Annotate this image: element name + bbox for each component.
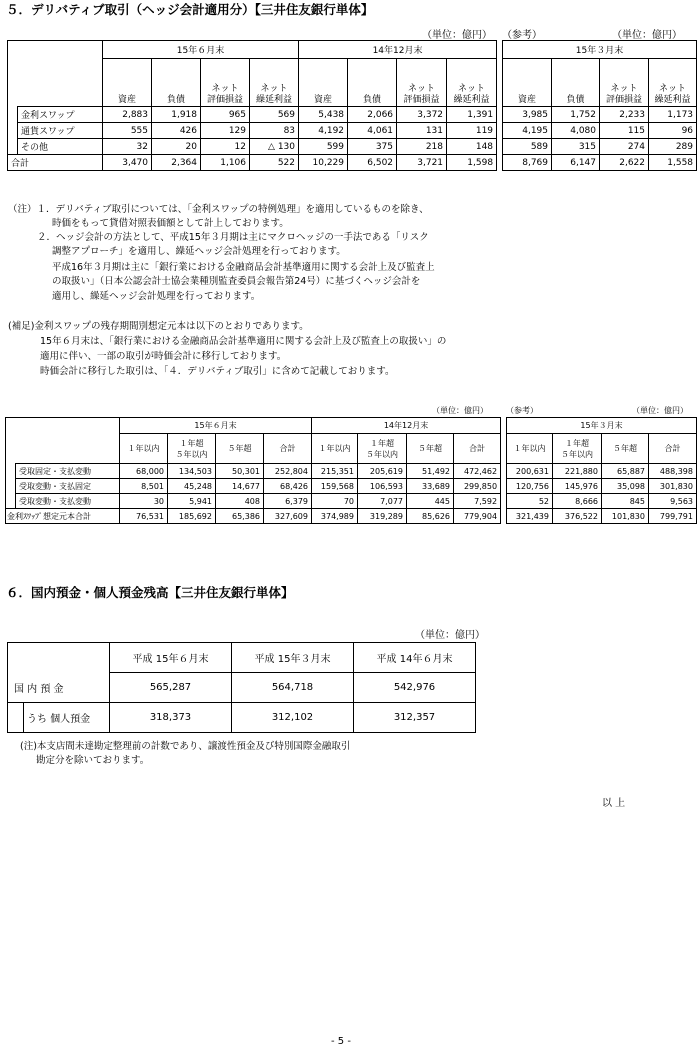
- supplement-line: 15年６月末は、「銀行業における金融商品会計基準適用に関する会計上及び監査上の取扱い」の: [40, 336, 447, 347]
- col-header: 合計: [264, 434, 312, 464]
- cell: 51,492: [407, 464, 454, 479]
- note-line: 適用し、繰延ヘッジ会計処理を行っております。: [52, 291, 261, 302]
- cell: 35,098: [602, 479, 649, 494]
- swap-table-ref: [506, 417, 697, 524]
- cell: 1,558: [649, 155, 697, 171]
- table-row: [8, 107, 497, 123]
- row-label: その他: [18, 139, 103, 155]
- cell: 215,351: [312, 464, 358, 479]
- total-row: [507, 509, 697, 524]
- cell: 6,502: [348, 155, 397, 171]
- row-label: 受取固定・支払変動: [16, 464, 120, 479]
- table-row: [503, 139, 697, 155]
- cell: 218: [397, 139, 447, 155]
- cell: 65,386: [216, 509, 264, 524]
- col-header: １年以内: [120, 434, 168, 464]
- col-header: 合計: [454, 434, 501, 464]
- cell: 3,985: [503, 107, 552, 123]
- cell: 426: [152, 123, 201, 139]
- cell: 252,804: [264, 464, 312, 479]
- cell: 159,568: [312, 479, 358, 494]
- cell: 1,598: [447, 155, 497, 171]
- cell: 289: [649, 139, 697, 155]
- col-header: 平成 15年３月末: [232, 643, 354, 673]
- note-line: ２．ヘッジ会計の方法として、平成15年３月期は主にマクロヘッジの一手法である「リスク: [37, 232, 429, 243]
- cell: 221,880: [553, 464, 602, 479]
- cell: 8,666: [553, 494, 602, 509]
- section5-title: ５．デリバティブ取引（ヘッジ会計適用分）【三井住友銀行単体】: [6, 2, 374, 17]
- section5-unit: （単位：億円）: [422, 30, 492, 41]
- cell: 3,372: [397, 107, 447, 123]
- cell: △ 130: [250, 139, 299, 155]
- deposit-note: (注)本支店間未達勘定整理前の計数であり、譲渡性預金及び特別国際金融取引: [20, 741, 351, 752]
- col-header: 平成 15年６月末: [110, 643, 232, 673]
- row-label: 受取変動・支払固定: [16, 479, 120, 494]
- cell: 408: [216, 494, 264, 509]
- section6-title: ６．国内預金・個人預金残高【三井住友銀行単体】: [6, 585, 294, 600]
- cell: 7,592: [454, 494, 501, 509]
- corner-cell: [6, 418, 120, 464]
- cell: 148: [447, 139, 497, 155]
- cell: 4,061: [348, 123, 397, 139]
- cell: 374,989: [312, 509, 358, 524]
- col-header: ネット 評価損益: [600, 59, 649, 107]
- cell: 145,976: [553, 479, 602, 494]
- col-header: 資産: [299, 59, 348, 107]
- cell: 12: [201, 139, 250, 155]
- table-row: [6, 479, 501, 494]
- cell: 799,791: [649, 509, 697, 524]
- cell: 8,769: [503, 155, 552, 171]
- cell: 134,503: [168, 464, 216, 479]
- row-label: 国 内 預 金: [8, 673, 110, 703]
- cell: 472,462: [454, 464, 501, 479]
- cell: 14,677: [216, 479, 264, 494]
- deposit-table: [7, 642, 476, 733]
- table-row: [8, 703, 476, 733]
- section5-ref-unit: （単位：億円）: [612, 30, 682, 41]
- col-header: 負債: [348, 59, 397, 107]
- cell: 32: [103, 139, 152, 155]
- cell: 65,887: [602, 464, 649, 479]
- cell: 83: [250, 123, 299, 139]
- cell: 20: [152, 139, 201, 155]
- cell: 274: [600, 139, 649, 155]
- row-label: 金利ｽﾜｯﾌﾟ想定元本合計: [6, 509, 120, 524]
- cell: 965: [201, 107, 250, 123]
- cell: 115: [600, 123, 649, 139]
- col-header: ５年超: [407, 434, 454, 464]
- cell: 2,364: [152, 155, 201, 171]
- cell: 5,941: [168, 494, 216, 509]
- table-row: [503, 107, 697, 123]
- table-row: [8, 123, 497, 139]
- cell: 6,147: [552, 155, 600, 171]
- corner-cell: [8, 41, 103, 107]
- cell: 2,066: [348, 107, 397, 123]
- cell: 8,501: [120, 479, 168, 494]
- cell: 68,426: [264, 479, 312, 494]
- derivative-table-ref: [502, 40, 697, 171]
- col-header: ネット 繰延利益: [447, 59, 497, 107]
- total-row: [8, 155, 497, 171]
- row-label: 通貨スワップ: [18, 123, 103, 139]
- cell: 564,718: [232, 673, 354, 703]
- table-row: [6, 494, 501, 509]
- cell: 315: [552, 139, 600, 155]
- col-header: ５年超: [602, 434, 649, 464]
- table-row: [6, 464, 501, 479]
- swap-ref-label: （参考）: [506, 406, 538, 415]
- cell: 45,248: [168, 479, 216, 494]
- table-row: [507, 464, 697, 479]
- cell: 1,106: [201, 155, 250, 171]
- cell: 488,398: [649, 464, 697, 479]
- cell: 1,918: [152, 107, 201, 123]
- cell: 5,438: [299, 107, 348, 123]
- cell: 1,391: [447, 107, 497, 123]
- cell: 599: [299, 139, 348, 155]
- supplement-line: (補足)金利スワップの残存期間別想定元本は以下のとおりであります。: [8, 321, 309, 332]
- cell: 312,357: [354, 703, 476, 733]
- col-header: 負債: [552, 59, 600, 107]
- cell: 106,593: [358, 479, 407, 494]
- cell: 321,439: [507, 509, 553, 524]
- cell: 85,626: [407, 509, 454, 524]
- col-header: 負債: [152, 59, 201, 107]
- col-header: 資産: [503, 59, 552, 107]
- cell: 327,609: [264, 509, 312, 524]
- page-number: - 5 -: [331, 1036, 351, 1047]
- cell: 318,373: [110, 703, 232, 733]
- cell: 3,721: [397, 155, 447, 171]
- col-header: １年超 ５年以内: [168, 434, 216, 464]
- cell: 375: [348, 139, 397, 155]
- cell: 542,976: [354, 673, 476, 703]
- table-row: [507, 479, 697, 494]
- col-header: １年超 ５年以内: [358, 434, 407, 464]
- cell: 119: [447, 123, 497, 139]
- cell: 33,689: [407, 479, 454, 494]
- period-header: 15年６月末: [103, 41, 299, 59]
- cell: 301,830: [649, 479, 697, 494]
- period-header: 14年12月末: [299, 41, 497, 59]
- cell: 70: [312, 494, 358, 509]
- col-header: 平成 14年６月末: [354, 643, 476, 673]
- cell: 4,195: [503, 123, 552, 139]
- swap-table-main: [5, 417, 501, 524]
- closing-text: 以 上: [602, 798, 626, 809]
- row-label: 金利スワップ: [18, 107, 103, 123]
- note-line: 調整アプローチ」を適用し、繰延ヘッジ会計処理を行っております。: [52, 246, 346, 257]
- cell: 4,192: [299, 123, 348, 139]
- cell: 2,622: [600, 155, 649, 171]
- cell: 131: [397, 123, 447, 139]
- col-header: １年以内: [507, 434, 553, 464]
- cell: 4,080: [552, 123, 600, 139]
- cell: 7,077: [358, 494, 407, 509]
- cell: 52: [507, 494, 553, 509]
- section5-ref-label: （参考）: [502, 30, 542, 41]
- note-line: の取扱い」（日本公認会計士協会業種別監査委員会報告第24号）に基づくヘッジ会計を: [52, 276, 421, 287]
- col-header: ネット 繰延利益: [250, 59, 299, 107]
- derivative-table-main: [7, 40, 497, 171]
- cell: 555: [103, 123, 152, 139]
- col-header: ネット 評価損益: [397, 59, 447, 107]
- cell: 319,289: [358, 509, 407, 524]
- table-row: [503, 123, 697, 139]
- cell: 76,531: [120, 509, 168, 524]
- cell: 1,752: [552, 107, 600, 123]
- supplement-line: 適用に伴い、一部の取引が時価会計に移行しております。: [40, 351, 287, 362]
- total-row: [6, 509, 501, 524]
- cell: 9,563: [649, 494, 697, 509]
- cell: 845: [602, 494, 649, 509]
- cell: 569: [250, 107, 299, 123]
- cell: 30: [120, 494, 168, 509]
- col-header: 合計: [649, 434, 697, 464]
- col-header: １年超 ５年以内: [553, 434, 602, 464]
- cell: 2,233: [600, 107, 649, 123]
- period-header: 15年３月末: [503, 41, 697, 59]
- table-row: [8, 139, 497, 155]
- total-row: [503, 155, 697, 171]
- swap-unit: （単位：億円）: [432, 406, 488, 415]
- cell: 2,883: [103, 107, 152, 123]
- cell: 6,379: [264, 494, 312, 509]
- deposit-note: 勘定分を除いております。: [36, 755, 150, 766]
- cell: 200,631: [507, 464, 553, 479]
- cell: 50,301: [216, 464, 264, 479]
- col-header: ネット 繰延利益: [649, 59, 697, 107]
- cell: 565,287: [110, 673, 232, 703]
- col-header: ５年超: [216, 434, 264, 464]
- cell: 312,102: [232, 703, 354, 733]
- cell: 120,756: [507, 479, 553, 494]
- table-row: [8, 673, 476, 703]
- cell: 1,173: [649, 107, 697, 123]
- period-header: 15年３月末: [507, 418, 697, 434]
- cell: 299,850: [454, 479, 501, 494]
- note-line: 平成16年３月期は主に「銀行業における金融商品会計基準適用に関する会計上及び監査上: [52, 262, 435, 273]
- cell: 205,619: [358, 464, 407, 479]
- row-label: うち 個人預金: [24, 703, 110, 733]
- cell: 10,229: [299, 155, 348, 171]
- section6-unit: （単位：億円）: [415, 630, 485, 641]
- cell: 445: [407, 494, 454, 509]
- cell: 376,522: [553, 509, 602, 524]
- col-header: 資産: [103, 59, 152, 107]
- cell: 3,470: [103, 155, 152, 171]
- col-header: ネット 評価損益: [201, 59, 250, 107]
- cell: 779,904: [454, 509, 501, 524]
- cell: 185,692: [168, 509, 216, 524]
- note-line: （注）１．デリバティブ取引については、「金利スワップの特例処理」を適用しているものを除き、: [8, 204, 429, 215]
- row-label: 合計: [8, 155, 103, 171]
- corner-cell: [8, 643, 110, 673]
- cell: 101,830: [602, 509, 649, 524]
- note-line: 時価をもって貸借対照表価額として計上しております。: [52, 218, 289, 229]
- cell: 522: [250, 155, 299, 171]
- table-row: [507, 494, 697, 509]
- period-header: 14年12月末: [312, 418, 501, 434]
- supplement-line: 時価会計に移行した取引は、「４．デリバティブ取引」に含めて記載しております。: [40, 366, 395, 377]
- cell: 96: [649, 123, 697, 139]
- cell: 589: [503, 139, 552, 155]
- row-label: 受取変動・支払変動: [16, 494, 120, 509]
- col-header: １年以内: [312, 434, 358, 464]
- swap-ref-unit: （単位：億円）: [632, 406, 688, 415]
- cell: 129: [201, 123, 250, 139]
- cell: 68,000: [120, 464, 168, 479]
- period-header: 15年６月末: [120, 418, 312, 434]
